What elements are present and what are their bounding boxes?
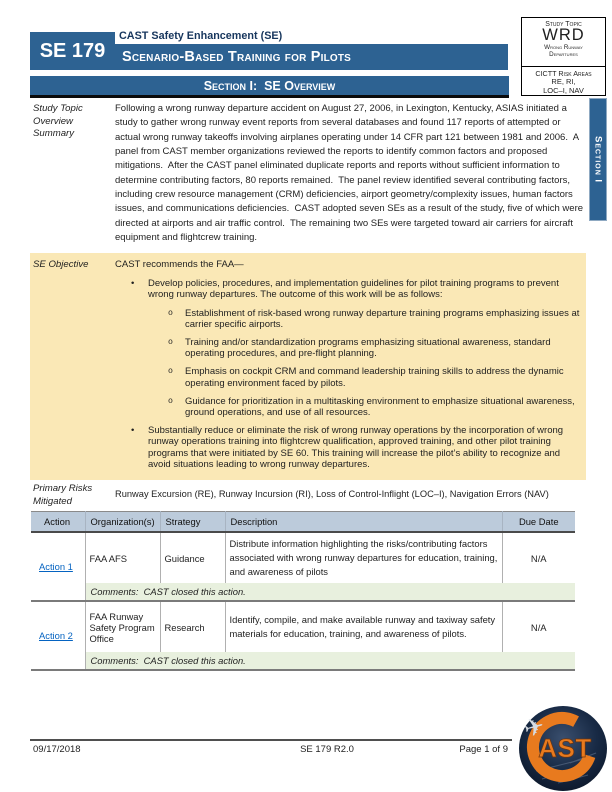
bullet-text: Develop policies, procedures, and implementation guidelines for pilot training programs to prevent wrong runway departures. The outcome of this work will be as follows: — [148, 278, 559, 301]
study-topic-box — [521, 17, 606, 96]
cast-logo — [518, 705, 608, 792]
action-cell — [31, 601, 85, 670]
section-header-bar — [30, 76, 509, 95]
section-divider-rule — [30, 95, 509, 98]
description-cell: Identify, compile, and make available runway and taxiway safety materials for education, training, and awareness of pilots. — [225, 601, 502, 652]
objective-bullet-2 — [115, 425, 581, 470]
risks-mitigated-text: Runway Excursion (RE), Runway Incursion (RI), Loss of Control-Inflight (LOC–I), Navigation Errors (NAV) — [115, 489, 549, 499]
overview-row-label: Study Topic Overview Summary — [33, 103, 83, 139]
actions-table — [31, 511, 575, 671]
section-side-tab: Section I — [589, 98, 607, 221]
study-topic-name: Wrong Runway Departures — [544, 44, 583, 58]
col-header-organization: Organization(s) — [85, 512, 160, 533]
objective-intro: CAST recommends the FAA— — [115, 259, 244, 270]
risks-row-label: Primary Risks Mitigated — [33, 483, 93, 507]
subbullet-text: Training and/or standardization programs emphasizing situational awareness, standard operating procedures, and pre-flight planning. — [185, 337, 551, 360]
footer-page-number: Page 1 of 9 — [459, 744, 508, 755]
risk-areas-line2: LOC–I, NAV — [543, 85, 584, 95]
risk-areas-label: CICTT Risk Areas — [535, 69, 592, 78]
logo-letters: AST — [538, 733, 592, 763]
study-topic-upper — [522, 18, 605, 67]
document-title-bar — [115, 44, 508, 70]
description-cell: Distribute information highlighting the risks/contributing factors associated with wrong runway departures for education, training, and awareness of pilots — [225, 532, 502, 583]
comments-row — [31, 583, 575, 601]
study-topic-code: WRD — [542, 26, 585, 44]
action-2-link[interactable]: Action 2 — [39, 630, 73, 641]
objective-subbullet-4 — [115, 396, 581, 418]
footer-rule — [30, 739, 512, 741]
objective-subbullet-3 — [115, 366, 581, 388]
strategy-cell: Research — [160, 601, 225, 652]
objective-subbullet-2 — [115, 337, 581, 359]
strategy-cell: Guidance — [160, 532, 225, 583]
comments-cell: Comments: CAST closed this action. — [85, 652, 575, 670]
organization-cell: FAA Runway Safety Program Office — [85, 601, 160, 652]
subbullet-text: Establishment of risk-based wrong runway departure training programs emphasizing issues at carrier specific airports. — [185, 307, 580, 330]
comments-cell: Comments: CAST closed this action. — [85, 583, 575, 601]
airplane-icon: ✈ — [521, 712, 548, 744]
se-number-box — [30, 32, 115, 70]
footer-date: 09/17/2018 — [33, 744, 81, 755]
section-header: Section I: SE Overview — [203, 78, 336, 93]
risk-areas-line1: RE, RI, — [551, 77, 576, 86]
table-row — [31, 532, 575, 583]
due-date-cell: N/A — [502, 601, 575, 652]
action-cell — [31, 532, 85, 601]
action-1-link[interactable]: Action 1 — [39, 561, 73, 572]
col-header-due-date: Due Date — [502, 512, 575, 533]
se-number: SE 179 — [39, 39, 106, 62]
document-title: Scenario-Based Training for Pilots — [122, 49, 352, 65]
subbullet-text: Emphasis on cockpit CRM and command leadership training skills to address the dynamic operating environment faced by pilots. — [185, 366, 564, 389]
objective-subbullet-1 — [115, 308, 581, 330]
bullet-text: Substantially reduce or eliminate the risk of wrong runway operations by the incorporation of wrong runway operations training into flightcrew qualification, approved training, and other pilot training programs that were initiated by SE 60. This training will increase the pilot’s ability to recognize and avoid situations leading to wrong runway departures. — [148, 425, 564, 470]
due-date-cell: N/A — [502, 532, 575, 583]
comments-row — [31, 652, 575, 670]
col-header-action: Action — [31, 512, 85, 533]
risk-areas-section — [522, 67, 605, 95]
overview-summary-text: Following a wrong runway departure accident on August 27, 2006, in Lexington, Kentucky, ASIAS initiated a study to gather wrong runway event reports from several databases and found 117 reports of attempted or actual wrong runway takeoffs involving airplanes operating under 14 CFR part 121 between 1981 and 2006. A panel from CAST member organizations reviewed the reports to identify common factors and proposed mitigations. After the CAST panel eliminated duplicate reports and reports without sufficient information to determine contributing factors, 80 reports remained. The panel review identified several contributing factors, including crew resource management (CRM) deficiencies, airport geometry/complexity issues, human factors issues, and communications deficiencies. CAST adopted seven SEs as a result of the study, five of which were directed at airports and air traffic control. The remaining two SEs were targeted toward air carriers for aircraft equipment and flightcrew training. — [115, 103, 586, 244]
organization-cell: FAA AFS — [85, 532, 160, 583]
objective-bullet-1 — [115, 278, 581, 300]
col-header-strategy: Strategy — [160, 512, 225, 533]
footer-doc-ref: SE 179 R2.0 — [300, 744, 354, 755]
table-row — [31, 601, 575, 652]
objective-content — [115, 259, 581, 477]
document-kicker: CAST Safety Enhancement (SE) — [119, 30, 283, 42]
study-topic-label: Study Topic — [545, 21, 582, 28]
col-header-description: Description — [225, 512, 502, 533]
table-header-row — [31, 512, 575, 533]
subbullet-text: Guidance for prioritization in a multitasking environment to emphasize situational awareness, ground operations, and use of all resources. — [185, 395, 575, 419]
objective-row-label: SE Objective — [33, 259, 89, 270]
se-objective-box — [30, 253, 586, 480]
